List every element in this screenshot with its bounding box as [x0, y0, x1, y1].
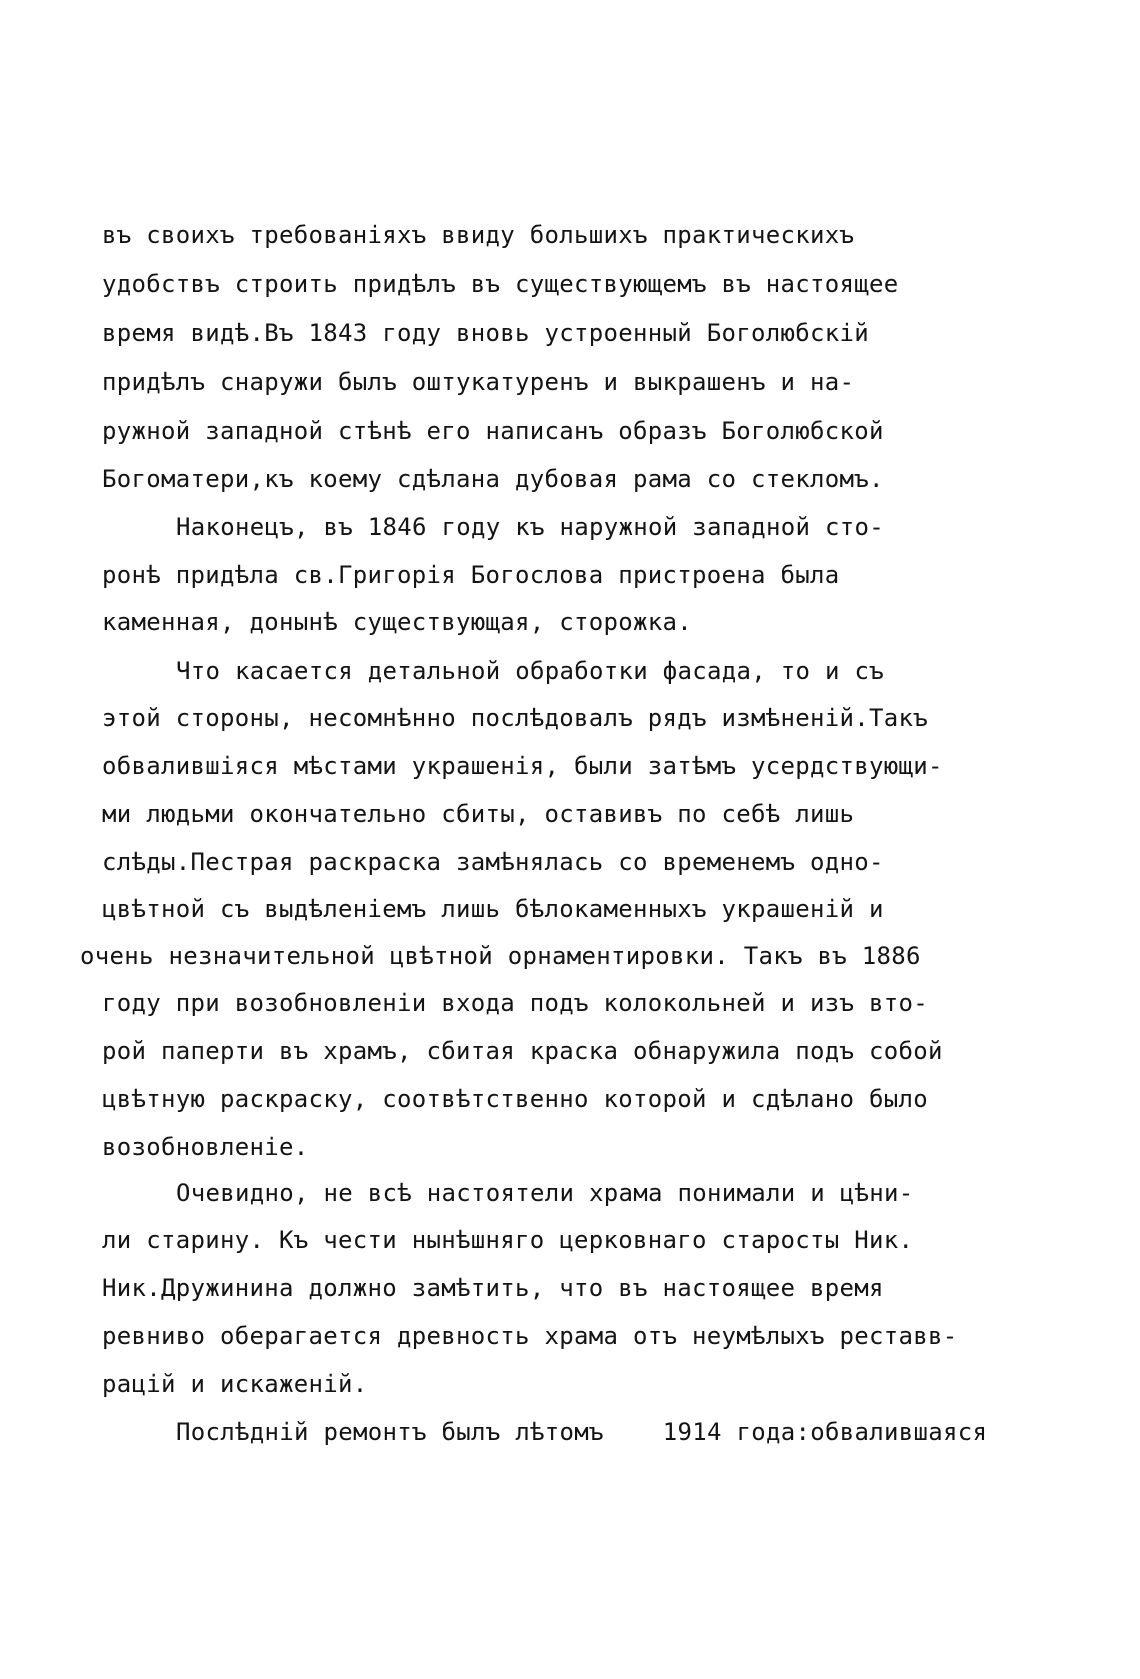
text-line: цвѣтной съ выдѣленіемъ лишь бѣлокаменныхъ украшеній и: [102, 895, 884, 923]
text-line: ми людьми окончательно сбиты, оставивъ по себѣ лишь: [102, 800, 855, 828]
text-line: ревниво оберагается древность храма отъ неумѣлыхъ реставв-: [102, 1322, 958, 1350]
text-line: ли старину. Къ чести нынѣшняго церковнаго старосты Ник.: [102, 1226, 914, 1254]
text-line: Что касается детальной обработки фасада, то и съ: [176, 657, 884, 685]
text-line: Очевидно, не всѣ настоятели храма понимали и цѣни-: [176, 1179, 914, 1207]
text-line: слѣды.Пестрая раскраска замѣнялась со временемъ одно-: [102, 848, 884, 876]
text-line: обвалившіяся мѣстами украшенія, были затѣмъ усердствующи-: [102, 752, 943, 780]
text-line: цвѣтную раскраску, соотвѣтственно которой и сдѣлано было: [102, 1085, 928, 1113]
text-line: Ник.Дружинина должно замѣтить, что въ настоящее время: [102, 1274, 884, 1302]
text-line: рацій и искаженій.: [102, 1370, 368, 1398]
text-line: этой стороны, несомнѣнно послѣдовалъ рядъ измѣненій.Такъ: [102, 704, 928, 732]
text-line: удобствъ строить придѣлъ въ существующемъ въ настоящее: [102, 270, 899, 298]
text-line: рой паперти въ храмъ, сбитая краска обнаружила подъ собой: [102, 1037, 943, 1065]
text-line: возобновленіе.: [102, 1133, 309, 1161]
text-line: Наконецъ, въ 1846 году къ наружной западной сто-: [176, 513, 884, 541]
text-line: Послѣдній ремонтъ былъ лѣтомъ 1914 года:обвалившаяся: [176, 1418, 988, 1446]
text-line: время видѣ.Въ 1843 году вновь устроенный Боголюбскій: [102, 319, 869, 347]
text-line: году при возобновленіи входа подъ колокольней и изъ вто-: [102, 989, 928, 1017]
text-line: ружной западной стѣнѣ его написанъ образъ Боголюбской: [102, 417, 884, 445]
text-line: придѣлъ снаружи былъ оштукатуренъ и выкрашенъ и на-: [102, 368, 855, 396]
text-line: очень незначительной цвѣтной орнаментировки. Такъ въ 1886: [80, 942, 921, 970]
text-line: каменная, донынѣ существующая, сторожка.: [102, 608, 692, 636]
text-line: въ своихъ требованіяхъ ввиду большихъ практическихъ: [102, 221, 855, 249]
text-line: Богоматери,къ коему сдѣлана дубовая рама со стекломъ.: [102, 465, 884, 493]
text-line: ронѣ придѣла св.Григорія Богослова пристроена была: [102, 561, 840, 589]
